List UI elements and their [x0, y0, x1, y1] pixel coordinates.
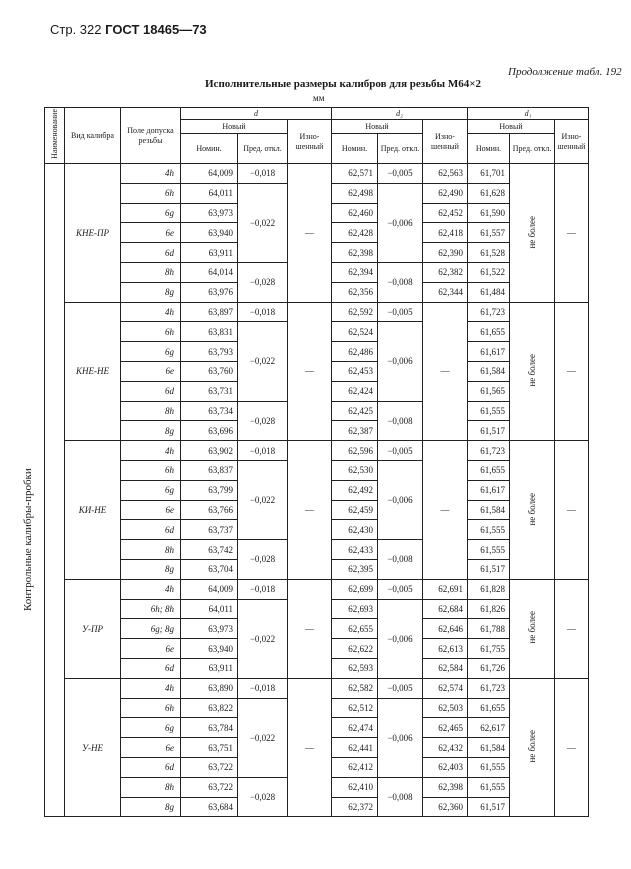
d-nominal: 63,940	[181, 223, 238, 243]
tolerance-field: 6d	[121, 757, 181, 777]
d2-worn: 62,360	[423, 797, 468, 817]
d-deviation: −0,022	[238, 599, 288, 678]
not-more-label: не более	[527, 611, 537, 644]
gauge-kind: КНЕ-НЕ	[65, 302, 121, 441]
not-more-label: не более	[527, 492, 537, 526]
d-deviation: −0,018	[238, 441, 288, 461]
d-nominal: 63,784	[181, 718, 238, 738]
d2-worn: 62,418	[423, 223, 468, 243]
d1-worn: —	[555, 678, 589, 817]
d2-nominal: 62,425	[332, 401, 378, 421]
d-nominal: 63,837	[181, 460, 238, 480]
d1-nominal: 61,517	[468, 559, 510, 579]
d-nominal: 63,911	[181, 658, 238, 678]
tolerance-field: 8g	[121, 282, 181, 302]
d-nominal: 63,793	[181, 342, 238, 362]
d1-worn: —	[555, 441, 589, 580]
d1-nominal: 61,555	[468, 401, 510, 421]
d1-worn: —	[555, 579, 589, 678]
d-worn: —	[288, 164, 332, 303]
d1-nominal: 61,617	[468, 342, 510, 362]
d1-nominal: 61,517	[468, 421, 510, 441]
header-d1-nominal: Номин.	[468, 134, 510, 164]
d1-nominal: 61,628	[468, 183, 510, 203]
tolerance-field: 8h	[121, 262, 181, 282]
d-deviation: −0,018	[238, 164, 288, 184]
d2-nominal: 62,571	[332, 164, 378, 184]
d-deviation: −0,018	[238, 579, 288, 599]
d2-deviation: −0,006	[378, 183, 423, 262]
tolerance-field: 6e	[121, 500, 181, 520]
table-unit: мм	[313, 93, 325, 103]
gauge-kind: КНЕ-ПР	[65, 164, 121, 303]
header-kind: Вид калибра	[65, 108, 121, 164]
d-deviation: −0,022	[238, 183, 288, 262]
tolerance-field: 6h	[121, 322, 181, 342]
d2-worn: 62,490	[423, 183, 468, 203]
d2-nominal: 62,474	[332, 718, 378, 738]
d2-nominal: 62,372	[332, 797, 378, 817]
d2-nominal: 62,441	[332, 738, 378, 758]
d1-deviation	[510, 164, 555, 303]
d-nominal: 63,734	[181, 401, 238, 421]
d2-nominal: 62,693	[332, 599, 378, 619]
tolerance-field: 8h	[121, 401, 181, 421]
d1-nominal: 61,590	[468, 203, 510, 223]
d-nominal: 63,731	[181, 381, 238, 401]
d1-deviation	[510, 302, 555, 441]
d2-nominal: 62,596	[332, 441, 378, 461]
d-nominal: 64,009	[181, 579, 238, 599]
d-nominal: 63,897	[181, 302, 238, 322]
d-deviation: −0,028	[238, 540, 288, 580]
d-nominal: 63,973	[181, 619, 238, 639]
table-title: Исполнительные размеры калибров для резьбы М64×2	[205, 78, 481, 90]
d1-nominal: 61,555	[468, 540, 510, 560]
d2-nominal: 62,424	[332, 381, 378, 401]
d1-nominal: 61,484	[468, 282, 510, 302]
d-nominal: 63,684	[181, 797, 238, 817]
d1-worn: —	[555, 302, 589, 441]
tolerance-field: 6g	[121, 342, 181, 362]
d2-worn: 62,646	[423, 619, 468, 639]
tolerance-field: 4h	[121, 164, 181, 184]
d2-nominal: 62,592	[332, 302, 378, 322]
d-nominal: 63,737	[181, 520, 238, 540]
d2-nominal: 62,524	[332, 322, 378, 342]
header-name: Наименование	[45, 108, 65, 164]
d2-nominal: 62,410	[332, 777, 378, 797]
d2-worn: 62,398	[423, 777, 468, 797]
d2-nominal: 62,394	[332, 262, 378, 282]
tolerance-field: 8g	[121, 797, 181, 817]
d1-nominal: 61,557	[468, 223, 510, 243]
gauge-kind: У-ПР	[65, 579, 121, 678]
d2-worn: 62,503	[423, 698, 468, 718]
table-body	[45, 164, 589, 817]
gauge-table	[44, 107, 589, 817]
d2-nominal: 62,498	[332, 183, 378, 203]
d-deviation: −0,022	[238, 698, 288, 777]
d1-nominal: 61,617	[468, 480, 510, 500]
d1-nominal: 61,723	[468, 441, 510, 461]
d-nominal: 63,902	[181, 441, 238, 461]
tolerance-field: 6d	[121, 520, 181, 540]
d2-nominal: 62,699	[332, 579, 378, 599]
d1-worn: —	[555, 164, 589, 303]
d-nominal: 63,911	[181, 243, 238, 263]
d-nominal: 64,011	[181, 599, 238, 619]
d2-deviation: −0,006	[378, 322, 423, 401]
d1-nominal: 61,584	[468, 500, 510, 520]
d2-nominal: 62,582	[332, 678, 378, 698]
d-deviation: −0,022	[238, 322, 288, 401]
d2-worn: 62,452	[423, 203, 468, 223]
d-nominal: 63,822	[181, 698, 238, 718]
tolerance-field: 6e	[121, 223, 181, 243]
d1-nominal: 61,655	[468, 322, 510, 342]
d2-nominal: 62,433	[332, 540, 378, 560]
section-cell	[45, 164, 65, 817]
tolerance-field: 6g	[121, 718, 181, 738]
d2-nominal: 62,356	[332, 282, 378, 302]
d1-deviation	[510, 579, 555, 678]
d-nominal: 63,760	[181, 361, 238, 381]
d1-nominal: 61,565	[468, 381, 510, 401]
d2-worn: —	[423, 441, 468, 580]
d1-nominal: 61,826	[468, 599, 510, 619]
d-nominal: 64,011	[181, 183, 238, 203]
d-nominal: 63,704	[181, 559, 238, 579]
d-nominal: 63,831	[181, 322, 238, 342]
gauge-kind: КИ-НЕ	[65, 441, 121, 580]
tolerance-field: 8h	[121, 540, 181, 560]
gauge-kind: У-НЕ	[65, 678, 121, 817]
d2-nominal: 62,486	[332, 342, 378, 362]
d1-nominal: 61,755	[468, 639, 510, 659]
tolerance-field: 8g	[121, 421, 181, 441]
d2-deviation: −0,008	[378, 262, 423, 302]
d-worn: —	[288, 302, 332, 441]
d2-nominal: 62,460	[332, 203, 378, 223]
header-d2-deviation: Пред. откл.	[378, 134, 423, 164]
d2-deviation: −0,005	[378, 678, 423, 698]
d-nominal: 63,799	[181, 480, 238, 500]
d-nominal: 63,722	[181, 777, 238, 797]
not-more-label: не более	[527, 354, 537, 387]
tolerance-field: 8g	[121, 559, 181, 579]
header-d2: d₂	[332, 108, 468, 120]
header-d: d	[181, 108, 332, 120]
d-nominal: 63,722	[181, 757, 238, 777]
tolerance-field: 6h	[121, 183, 181, 203]
d1-nominal: 61,701	[468, 164, 510, 184]
tolerance-field: 6h	[121, 460, 181, 480]
tolerance-field: 8h	[121, 777, 181, 797]
standard-id: ГОСТ 18465—73	[105, 22, 207, 37]
d-nominal: 63,940	[181, 639, 238, 659]
d1-nominal: 61,723	[468, 302, 510, 322]
tolerance-field: 4h	[121, 302, 181, 322]
header-d-worn: Изно-шенный	[288, 120, 332, 164]
d1-nominal: 61,555	[468, 520, 510, 540]
d1-nominal: 61,788	[468, 619, 510, 639]
header-d1-deviation: Пред. откл.	[510, 134, 555, 164]
d-deviation: −0,018	[238, 302, 288, 322]
tolerance-field: 6g	[121, 480, 181, 500]
d-nominal: 64,009	[181, 164, 238, 184]
d2-worn: —	[423, 302, 468, 441]
d1-nominal: 61,655	[468, 698, 510, 718]
d2-deviation: −0,008	[378, 401, 423, 441]
d-nominal: 63,890	[181, 678, 238, 698]
header-d1-worn: Изно-шенный	[555, 120, 589, 164]
header-d2-worn: Изно-шенный	[423, 120, 468, 164]
header-d-nominal: Номин.	[181, 134, 238, 164]
table-row	[45, 579, 589, 599]
d2-deviation: −0,008	[378, 540, 423, 580]
not-more-label: не более	[527, 730, 537, 763]
d-nominal: 63,976	[181, 282, 238, 302]
tolerance-field: 6h	[121, 698, 181, 718]
d2-worn: 62,344	[423, 282, 468, 302]
d2-nominal: 62,387	[332, 421, 378, 441]
d1-nominal: 61,555	[468, 757, 510, 777]
not-more-label: не более	[527, 215, 537, 249]
d2-worn: 62,584	[423, 658, 468, 678]
tolerance-field: 6h; 8h	[121, 599, 181, 619]
d2-worn: 62,574	[423, 678, 468, 698]
d1-nominal: 61,528	[468, 243, 510, 263]
tolerance-field: 6d	[121, 658, 181, 678]
tolerance-field: 6g; 8g	[121, 619, 181, 639]
d2-worn: 62,691	[423, 579, 468, 599]
tolerance-field: 6g	[121, 203, 181, 223]
page-number: Стр. 322	[50, 22, 102, 37]
d2-nominal: 62,459	[332, 500, 378, 520]
d1-nominal: 61,723	[468, 678, 510, 698]
d2-nominal: 62,430	[332, 520, 378, 540]
d-nominal: 63,751	[181, 738, 238, 758]
table-row	[45, 678, 589, 698]
d1-nominal: 61,584	[468, 361, 510, 381]
d2-worn: 62,403	[423, 757, 468, 777]
tolerance-field: 4h	[121, 441, 181, 461]
d2-deviation: −0,005	[378, 441, 423, 461]
d1-deviation	[510, 678, 555, 817]
tolerance-field: 4h	[121, 678, 181, 698]
d-worn: —	[288, 441, 332, 580]
header-d2-new: Новый	[332, 120, 423, 134]
d2-nominal: 62,428	[332, 223, 378, 243]
tolerance-field: 6e	[121, 738, 181, 758]
d2-worn: 62,684	[423, 599, 468, 619]
header-tolerance: Поле допуска резьбы	[121, 108, 181, 164]
d-nominal: 63,696	[181, 421, 238, 441]
section-label: Контрольные калибры-пробки	[22, 468, 34, 612]
d2-deviation: −0,005	[378, 579, 423, 599]
header-d1: d₁	[468, 108, 589, 120]
header-d-deviation: Пред. откл.	[238, 134, 288, 164]
d-deviation: −0,018	[238, 678, 288, 698]
d2-nominal: 62,398	[332, 243, 378, 263]
d2-worn: 62,382	[423, 262, 468, 282]
continuation-note: Продолжение табл. 192	[508, 66, 622, 78]
d1-nominal: 61,726	[468, 658, 510, 678]
d2-nominal: 62,512	[332, 698, 378, 718]
d-nominal: 64,014	[181, 262, 238, 282]
d1-nominal: 61,655	[468, 460, 510, 480]
header-d1-new: Новый	[468, 120, 555, 134]
d1-nominal: 61,517	[468, 797, 510, 817]
d2-deviation: −0,006	[378, 460, 423, 539]
d-nominal: 63,766	[181, 500, 238, 520]
page-header	[50, 22, 207, 37]
d1-nominal: 61,584	[468, 738, 510, 758]
d2-nominal: 62,492	[332, 480, 378, 500]
d-nominal: 63,973	[181, 203, 238, 223]
d2-nominal: 62,395	[332, 559, 378, 579]
table-row	[45, 441, 589, 461]
d-deviation: −0,028	[238, 777, 288, 817]
d2-worn: 62,465	[423, 718, 468, 738]
d2-worn: 62,432	[423, 738, 468, 758]
d-worn: —	[288, 579, 332, 678]
tolerance-field: 6d	[121, 381, 181, 401]
table-row	[45, 164, 589, 184]
d2-nominal: 62,655	[332, 619, 378, 639]
d-nominal: 63,742	[181, 540, 238, 560]
d1-deviation	[510, 441, 555, 580]
d2-nominal: 62,412	[332, 757, 378, 777]
d-deviation: −0,028	[238, 401, 288, 441]
d1-nominal: 61,522	[468, 262, 510, 282]
d1-nominal: 61,828	[468, 579, 510, 599]
header-d2-nominal: Номин.	[332, 134, 378, 164]
d2-nominal: 62,453	[332, 361, 378, 381]
d-deviation: −0,022	[238, 460, 288, 539]
d1-nominal: 62,617	[468, 718, 510, 738]
d2-worn: 62,563	[423, 164, 468, 184]
d2-deviation: −0,008	[378, 777, 423, 817]
d2-deviation: −0,005	[378, 164, 423, 184]
tolerance-field: 6e	[121, 639, 181, 659]
d-deviation: −0,028	[238, 262, 288, 302]
d2-deviation: −0,006	[378, 599, 423, 678]
table-row	[45, 302, 589, 322]
tolerance-field: 6d	[121, 243, 181, 263]
d-worn: —	[288, 678, 332, 817]
header-d-new: Новый	[181, 120, 288, 134]
d2-deviation: −0,005	[378, 302, 423, 322]
section-label-container	[22, 430, 34, 653]
d1-nominal: 61,555	[468, 777, 510, 797]
d2-worn: 62,390	[423, 243, 468, 263]
d2-deviation: −0,006	[378, 698, 423, 777]
d2-nominal: 62,530	[332, 460, 378, 480]
tolerance-field: 6e	[121, 361, 181, 381]
d2-worn: 62,613	[423, 639, 468, 659]
d2-nominal: 62,593	[332, 658, 378, 678]
tolerance-field: 4h	[121, 579, 181, 599]
d2-nominal: 62,622	[332, 639, 378, 659]
